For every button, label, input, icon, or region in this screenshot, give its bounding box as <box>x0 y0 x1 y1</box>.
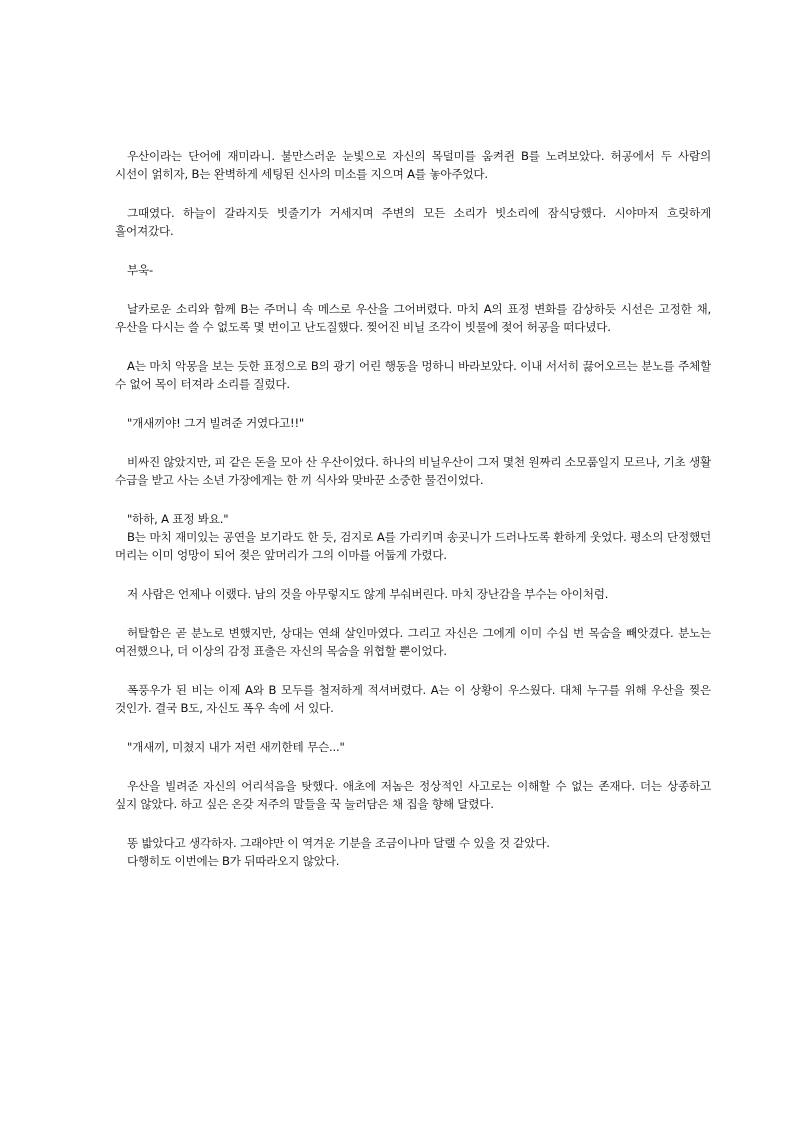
paragraph-8: "하하, A 표정 봐요." <box>127 512 229 526</box>
paragraph-16: 다행히도 이번에는 B가 뒤따라오지 않았다. <box>127 854 340 868</box>
paragraph-6: "개새끼야! 그거 빌려준 거였다고!!" <box>127 416 305 430</box>
paragraph-14: 우산을 빌려준 자신의 어리석음을 탓했다. 애초에 저놈은 정상적인 사고로는 이해할 수 없는 존재다. 더는 상종하고 싶지 않았다. 하고 싶은 온갖 저주의 말들을 꾹 눌러담은 채 집을 향해 달렸다. <box>115 779 711 811</box>
paragraph-5: A는 마치 악몽을 보는 듯한 표정으로 B의 광기 어린 행동을 멍하니 바라보았다. 이내 서서히 끓어오르는 분노를 주체할 수 없어 목이 터져라 소리를 질렀다. <box>115 359 711 391</box>
paragraph-13: "개새끼, 미쳤지 내가 저런 새끼한테 무슨..." <box>127 740 345 754</box>
paragraph-4: 날카로운 소리와 함께 B는 주머니 속 메스로 우산을 그어버렸다. 마치 A의 표정 변화를 감상하듯 시선은 고정한 채, 우산을 다시는 쓸 수 없도록 몇 번이고 난도질했다. 찢어진 비닐 조각이 빗물에 젖어 허공을 떠다녔다. <box>115 302 711 334</box>
paragraph-7: 비싸진 않았지만, 피 같은 돈을 모아 산 우산이었다. 하나의 비닐우산이 그저 몇천 원짜리 소모품일지 모르나, 기초 생활 수급을 받고 사는 소년 가장에게는 한 끼 식사와 맞바꾼 소중한 물건이었다. <box>115 455 711 487</box>
paragraph-2: 그때였다. 하늘이 갈라지듯 빗줄기가 거세지며 주변의 모든 소리가 빗소리에 잠식당했다. 시야마저 흐릿하게 흘어져갔다. <box>115 206 711 238</box>
paragraph-3: 부욱- <box>127 263 153 277</box>
paragraph-12: 폭풍우가 된 비는 이제 A와 B 모두를 철저하게 적셔버렸다. A는 이 상황이 우스웠다. 대체 누구를 위해 우산을 찢은 것인가. 결국 B도, 자신도 폭우 속에 서 있다. <box>115 683 711 715</box>
paragraph-1: 우산이라는 단어에 재미라니. 불만스러운 눈빛으로 자신의 목덜미를 움켜쥔 B를 노려보았다. 허공에서 두 사람의 시선이 얽히자, B는 완벽하게 세팅된 신사의 미소를 지으며 A를 놓아주었다. <box>115 149 711 181</box>
paragraph-11: 허탈함은 곧 분노로 변했지만, 상대는 연쇄 살인마였다. 그리고 자신은 그에게 이미 수십 번 목숨을 빼앗겼다. 분노는 여전했으나, 더 이상의 감정 표출은 자신의 목숨을 위협할 뿐이었다. <box>115 626 711 658</box>
paragraph-9: B는 마치 재미있는 공연을 보기라도 한 듯, 검지로 A를 가리키며 송곳니가 드러나도록 환하게 웃었다. 평소의 단정했던 머리는 이미 엉망이 되어 젖은 앞머리가 그의 이마를 어둡게 가렸다. <box>115 530 711 562</box>
paragraph-15: 똥 밟았다고 생각하자. 그래야만 이 역겨운 기분을 조금이나마 달랠 수 있을 것 같았다. <box>127 836 550 850</box>
paragraph-10: 저 사람은 언제나 이랬다. 남의 것을 아무렇지도 않게 부숴버린다. 마치 장난감을 부수는 아이처럼. <box>127 587 609 601</box>
document-page <box>115 147 711 870</box>
